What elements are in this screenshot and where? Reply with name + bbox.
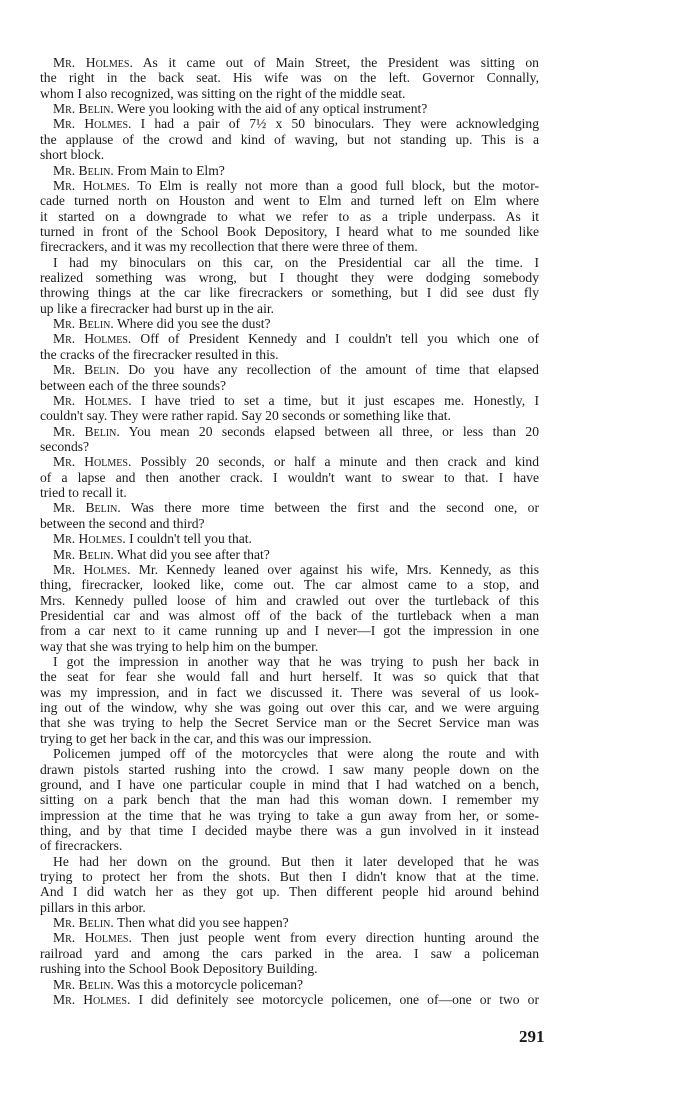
text-line: [40, 715, 539, 730]
line-text: thing, firecracker, looked like, come out. The car almost came to a stop, and: [40, 577, 539, 593]
line-text: Where did you see the dust?: [113, 316, 271, 332]
line-text: ground, and I have one particular couple in mind that I had watched on a bench,: [40, 776, 539, 792]
text-line: [40, 239, 539, 254]
line-text: Policemen jumped off of the motorcycles that were along the route and with: [53, 746, 539, 762]
text-line: [40, 500, 539, 515]
speaker-name: Mr. Belin.: [53, 316, 114, 332]
line-text: From Main to Elm?: [113, 162, 225, 178]
speaker-name: Mr. Belin.: [53, 500, 121, 516]
line-text: Was there more time between the first and the second one, or: [120, 500, 539, 516]
line-text: He had her down on the ground. But then it later developed that he was: [53, 853, 539, 869]
line-text: the seat for fear she would fall and hurt herself. It was so quick that that: [40, 669, 539, 685]
line-text: Do you have any recollection of the amount of time that elapsed: [119, 362, 539, 378]
speaker-name: Mr. Holmes.: [53, 454, 132, 470]
line-text: And I did watch her as they got up. Then different people hid around behind: [40, 884, 539, 900]
line-text: between each of the three sounds?: [40, 377, 227, 393]
line-text: trying to protect her from the shots. But then I didn't know that at the time.: [40, 869, 539, 885]
text-line: [40, 762, 539, 777]
speaker-name: Mr. Belin.: [53, 162, 114, 178]
text-line: [40, 992, 539, 1007]
line-text: I had a pair of 7½ x 50 binoculars. They were acknowledging: [131, 116, 539, 132]
text-line: [40, 301, 539, 316]
text-line: [40, 439, 539, 454]
line-text: I have tried to set a time, but it just escapes me. Honestly, I: [131, 392, 539, 408]
line-text: I couldn't tell you that.: [125, 531, 252, 547]
line-text: up like a firecracker had burst up in the air.: [40, 300, 275, 316]
text-line: [40, 900, 539, 915]
line-text: Mr. Kennedy leaned over against his wife, Mrs. Kennedy, as this: [130, 561, 539, 577]
line-text: it started on a downgrade to what we refer to as a triple underpass. As it: [40, 208, 539, 224]
speaker-name: Mr. Holmes.: [53, 177, 130, 193]
line-text: Possibly 20 seconds, or half a minute and then crack and kind: [131, 454, 539, 470]
line-text: You mean 20 seconds elapsed between all three, or less than 20: [119, 423, 539, 439]
speaker-name: Mr. Holmes.: [53, 392, 132, 408]
line-text: trying to get her back in the car, and this was our impression.: [40, 730, 372, 746]
text-line: [40, 685, 539, 700]
text-line: [40, 746, 539, 761]
line-text: I had my binoculars on this car, on the Presidential car all the time. I: [53, 254, 539, 270]
text-line: [40, 316, 539, 331]
text-line: [40, 884, 539, 899]
text-line: [40, 347, 539, 362]
line-text: short block.: [40, 147, 105, 163]
text-line: [40, 593, 539, 608]
text-line: [40, 331, 539, 346]
text-line: [40, 808, 539, 823]
text-line: [40, 915, 539, 930]
page-number: 291: [519, 1027, 545, 1046]
text-line: [40, 101, 539, 116]
line-text: of firecrackers.: [40, 838, 123, 854]
line-text: I got the impression in another way that he was trying to push her back in: [53, 654, 539, 670]
text-line: [40, 869, 539, 884]
text-line: [40, 531, 539, 546]
text-line: [40, 86, 539, 101]
text-line: [40, 362, 539, 377]
speaker-name: Mr. Holmes.: [53, 991, 131, 1007]
text-line: [40, 470, 539, 485]
line-text: drawn pistols started rushing into the crowd. I saw many people down on the: [40, 761, 539, 777]
line-text: the right in the back seat. His wife was on the left. Governor Connally,: [40, 70, 539, 86]
text-line: [40, 408, 539, 423]
text-line: [40, 147, 539, 162]
text-line: [40, 838, 539, 853]
text-line: [40, 270, 539, 285]
text-line: [40, 961, 539, 976]
text-line: [40, 823, 539, 838]
text-line: [40, 777, 539, 792]
line-text: Then what did you see happen?: [113, 915, 289, 931]
line-text: the applause of the crowd and kind of waving, but not standing up. This is a: [40, 131, 539, 147]
text-line: [40, 454, 539, 469]
text-line: [40, 424, 539, 439]
line-text: Was this a motorcycle policeman?: [113, 976, 304, 992]
text-line: [40, 485, 539, 500]
line-text: I did definitely see motorcycle policemen, one of—one or two or: [130, 991, 539, 1007]
text-line: [40, 547, 539, 562]
line-text: As it came out of Main Street, the President was sitting on: [132, 55, 539, 70]
line-text: To Elm is really not more than a good full block, but the motor-: [129, 177, 539, 193]
speaker-name: Mr. Belin.: [53, 915, 114, 931]
line-text: rushing into the School Book Depository Building.: [40, 961, 318, 977]
speaker-name: Mr. Belin.: [53, 546, 114, 562]
text-line: [40, 224, 539, 239]
text-line: [40, 700, 539, 715]
line-text: Were you looking with the aid of any optical instrument?: [113, 101, 428, 117]
speaker-name: Mr. Holmes.: [53, 531, 126, 547]
line-text: cade turned north on Houston and went to Elm and turned left on Elm where: [40, 193, 539, 209]
text-line: [40, 654, 539, 669]
text-line: [40, 731, 539, 746]
line-text: pillars in this arbor.: [40, 899, 146, 915]
text-line: [40, 285, 539, 300]
line-text: What did you see after that?: [113, 546, 270, 562]
text-line: [40, 669, 539, 684]
speaker-name: Mr. Belin.: [53, 423, 120, 439]
line-text: seconds?: [40, 438, 90, 454]
text-line: [40, 792, 539, 807]
line-text: ing out of the window, why she was going out over this car, and we were arguing: [40, 700, 539, 716]
text-line: [40, 178, 539, 193]
line-text: couldn't say. They were rather rapid. Say 20 seconds or something like that.: [40, 408, 451, 424]
line-text: tried to recall it.: [40, 485, 127, 501]
speaker-name: Mr. Holmes.: [53, 331, 132, 347]
text-line: [40, 393, 539, 408]
line-text: between the second and third?: [40, 515, 205, 531]
text-line: [40, 255, 539, 270]
line-text: thing, and by that time I decided maybe there was a gun involved in it instead: [40, 822, 539, 838]
text-line: [40, 577, 539, 592]
text-line: [40, 70, 539, 85]
line-text: sitting on a park bench that the man had this woman down. I remember my: [40, 792, 539, 808]
text-line: [40, 930, 539, 945]
speaker-name: Mr. Holmes.: [53, 930, 132, 946]
line-text: firecrackers, and it was my recollection that there were three of them.: [40, 239, 418, 255]
line-text: that she was trying to help the Secret Service man or the Secret Service man was: [40, 715, 539, 731]
speaker-name: Mr. Belin.: [53, 362, 120, 378]
text-line: [40, 209, 539, 224]
text-line: [40, 854, 539, 869]
line-text: Then just people went from every direction hunting around the: [131, 930, 539, 946]
speaker-name: Mr. Holmes.: [53, 116, 132, 132]
line-text: from a car next to it came running up and I never—I got the impression in one: [40, 623, 539, 639]
text-line: [40, 193, 539, 208]
speaker-name: Mr. Belin.: [53, 976, 114, 992]
text-line: [40, 55, 539, 70]
line-text: impression at the time that he was trying to take a gun away from her, or some-: [40, 807, 539, 823]
line-text: Mrs. Kennedy pulled loose of him and crawled out over the turtleback of this: [40, 592, 539, 608]
text-line: [40, 132, 539, 147]
line-text: whom I also recognized, was sitting on the right of the middle seat.: [40, 85, 406, 101]
line-text: throwing things at the car like firecrackers or something, but I did see dust fly: [40, 285, 539, 301]
text-line: [40, 639, 539, 654]
line-text: was my impression, and in fact we discussed it. There was several of us look-: [40, 684, 539, 700]
speaker-name: Mr. Belin.: [53, 101, 114, 117]
testimony-body: [40, 55, 539, 1007]
text-line: [40, 163, 539, 178]
text-line: [40, 946, 539, 961]
text-line: [40, 608, 539, 623]
text-line: [40, 116, 539, 131]
text-line: [40, 623, 539, 638]
line-text: Presidential car and was almost off of the back of the turtleback when a man: [40, 607, 539, 623]
text-line: [40, 516, 539, 531]
line-text: realized something was wrong, but I thought they were dodging somebody: [40, 270, 539, 286]
text-line: [40, 378, 539, 393]
text-line: [40, 562, 539, 577]
line-text: of a lapse and then another crack. I wouldn't want to swear to that. I have: [40, 469, 539, 485]
speaker-name: Mr. Holmes.: [53, 561, 131, 577]
line-text: way that she was trying to help him on the bumper.: [40, 638, 319, 654]
line-text: railroad yard and among the cars parked in the area. I saw a policeman: [40, 945, 539, 961]
text-line: [40, 977, 539, 992]
line-text: Off of President Kennedy and I couldn't tell you which one of: [131, 331, 539, 347]
line-text: the cracks of the firecracker resulted in this.: [40, 346, 279, 362]
speaker-name: Mr. Holmes.: [53, 55, 133, 70]
line-text: turned in front of the School Book Depository, I heard what to me sounded like: [40, 223, 539, 239]
